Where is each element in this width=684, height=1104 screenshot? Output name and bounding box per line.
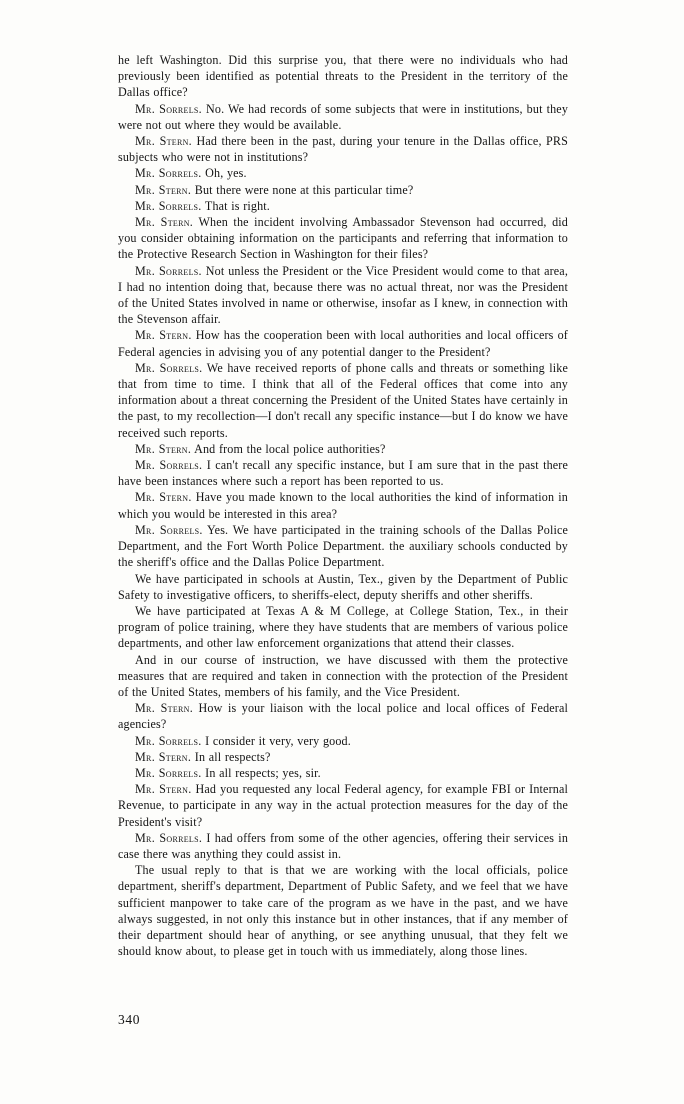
paragraph-text: How is your liaison with the local police and local offices of Federal agencies? [118,701,568,732]
speaker-label: Mr. Stern. [135,701,194,716]
paragraph [118,749,568,765]
paragraph [118,522,568,571]
speaker-label: Mr. Stern. [135,215,194,230]
paragraph-text: But there were none at this particular time? [194,182,414,197]
paragraph-text: Oh, yes. [205,166,247,181]
paragraph [118,457,568,489]
paragraph-text: And from the local police authorities? [194,441,386,456]
paragraph-text: I consider it very, very good. [205,733,351,748]
paragraph [118,765,568,781]
speaker-label: Mr. Stern. [135,782,192,797]
paragraph [118,101,568,133]
speaker-label: Mr. Sorrels. [135,733,202,748]
paragraph [118,652,568,701]
paragraph-text: And in our course of instruction, we have discussed with them the protective measures that are required and taken in connection with the protection of the President of the United States, members of his family, and the Vice President. [118,652,568,699]
paragraph-text: In all respects; yes, sir. [205,765,321,780]
paragraph [118,830,568,862]
paragraph-text: When the incident involving Ambassador Stevenson had occurred, did you consider obtaining information on the participants and referring that information to the Protective Research Section in Washington for their files? [118,215,568,262]
speaker-label: Mr. Sorrels. [135,166,202,181]
paragraph-text: We have participated at Texas A & M College, at College Station, Tex., in their program of police training, where they have students that are members of various police departments, and other law enforcement organizations that attend their classes. [118,603,568,651]
paragraph-text: Had there been in the past, during your tenure in the Dallas office, PRS subjects who were not in institutions? [118,134,568,165]
paragraph-text: Have you made known to the local authorities the kind of information in which you would be interested in this area? [118,490,568,521]
paragraph [118,862,568,959]
paragraph-text: I can't recall any specific instance, but I am sure that in the past there have been instances where such a report has been reported to us. [118,458,568,489]
speaker-label: Mr. Sorrels. [135,830,203,845]
paragraph-text: he left Washington. Did this surprise you, that there were no individuals who had previously been identified as potential threats to the President in the territory of the Dallas office? [118,53,568,100]
paragraph [118,263,568,328]
speaker-label: Mr. Stern. [135,182,192,197]
document-body [118,52,568,959]
speaker-label: Mr. Sorrels. [135,360,203,375]
paragraph [118,571,568,603]
speaker-label: Mr. Stern. [135,441,192,456]
paragraph [118,165,568,181]
page-number: 340 [118,1012,141,1027]
paragraph [118,700,568,732]
speaker-label: Mr. Stern. [135,490,192,505]
paragraph-text: Had you requested any local Federal agency, for example FBI or Internal Revenue, to participate in any way in the actual protection measures for the day of the President's visit? [118,782,568,829]
speaker-label: Mr. Stern. [135,134,193,149]
paragraph [118,733,568,749]
paragraph-text: We have received reports of phone calls and threats or something like that from time to time. I think that all of the Federal offices that come into any information about a threat concerning the President of the United States have certainly in the past, to my recollection—I don't recall any specific instance—but I do know we have received such reports. [118,360,568,440]
paragraph [118,133,568,165]
speaker-label: Mr. Sorrels. [135,522,203,537]
paragraph [118,360,568,441]
paragraph [118,52,568,101]
speaker-label: Mr. Sorrels. [135,263,202,278]
speaker-label: Mr. Sorrels. [135,765,202,780]
paragraph [118,198,568,214]
speaker-label: Mr. Sorrels. [135,101,202,116]
paragraph [118,489,568,521]
paragraph [118,214,568,263]
paragraph-text: I had offers from some of the other agencies, offering their services in case there was anything they could assist in. [118,830,569,861]
speaker-label: Mr. Stern. [135,749,192,764]
speaker-label: Mr. Sorrels. [135,198,202,213]
paragraph-text: That is right. [204,198,270,213]
paragraph [118,603,568,652]
paragraph-text: In all respects? [194,749,271,764]
paragraph-text: The usual reply to that is that we are working with the local officials, police department, sheriff's department, Department of Public Safety, and we feel that we have sufficient manpower to take care of the program as we have in the past, and we have always suggested, in not only this instance but in other instances, that if any member of their department should hear of anything, or see anything unusual, that they felt we should know about, to please get in touch with us immediately, along those lines. [118,863,568,959]
paragraph [118,441,568,457]
paragraph [118,182,568,198]
speaker-label: Mr. Stern. [135,328,192,343]
paragraph-text: Not unless the President or the Vice President would come to that area, I had no intention doing that, because there was no actual threat, nor was the President of the United States involved in name or otherwise, insofar as I knew, in connection with the Stevenson affair. [118,263,568,327]
speaker-label: Mr. Sorrels. [135,458,203,473]
paragraph-text: Yes. We have participated in the training schools of the Dallas Police Department, and the Fort Worth Police Department. the auxiliary schools conducted by the sheriff's office and the Dallas Police Department. [118,522,568,570]
paragraph [118,327,568,359]
paragraph-text: No. We had records of some subjects that were in institutions, but they were not out where they would be available. [118,101,569,132]
paragraph-text: We have participated in schools at Austin, Tex., given by the Department of Public Safety to investigative officers, to sheriffs-elect, deputy sheriffs and other sheriffs. [118,571,568,602]
paragraph-text: How has the cooperation been with local authorities and local officers of Federal agencies in advising you of any potential danger to the President? [118,328,568,359]
paragraph [118,781,568,830]
